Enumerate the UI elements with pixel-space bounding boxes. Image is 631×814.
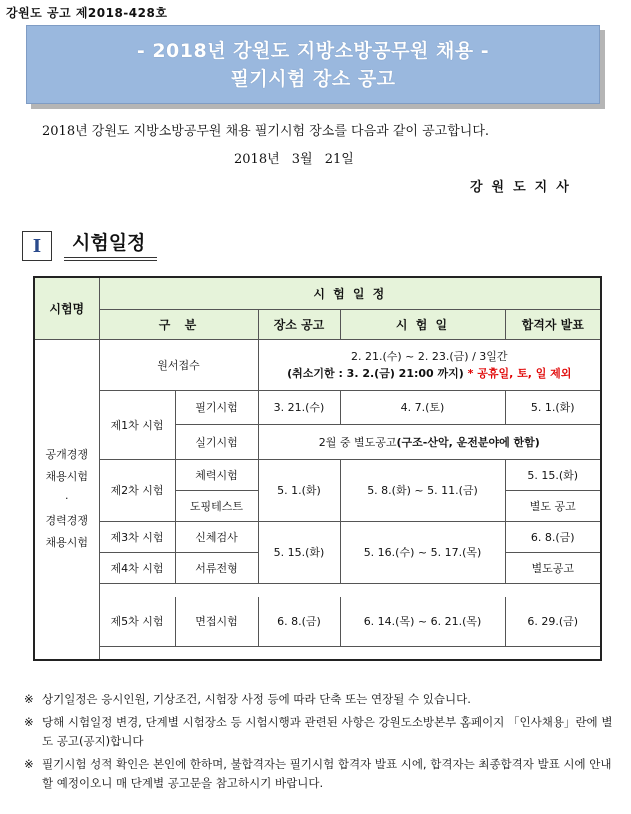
doping-test-name: 도핑테스트 xyxy=(175,490,258,521)
stage34-exam-date: 5. 16.(수) ~ 5. 17.(목) xyxy=(340,521,505,583)
title-line-2: 필기시험 장소 공고 xyxy=(230,67,396,90)
stage4-label: 제4차 시험 xyxy=(99,552,175,583)
interview-name: 면접시험 xyxy=(175,597,258,647)
written-exam-place: 3. 21.(수) xyxy=(258,390,340,424)
interview-place: 6. 8.(금) xyxy=(258,597,340,647)
stage2-place: 5. 1.(화) xyxy=(258,459,340,521)
doping-test-result: 별도 공고 xyxy=(505,490,601,521)
practical-exam-name: 실기시험 xyxy=(175,425,258,459)
exam-schedule-table xyxy=(33,276,602,661)
physical-test-result: 5. 15.(화) xyxy=(505,459,601,490)
application-label: 원서접수 xyxy=(99,339,258,390)
interview-result: 6. 29.(금) xyxy=(505,597,601,647)
header-category: 구 분 xyxy=(99,309,258,339)
header-schedule: 시 험 일 정 xyxy=(99,277,601,309)
document-review-name: 서류전형 xyxy=(175,552,258,583)
written-exam-date: 4. 7.(토) xyxy=(340,390,505,424)
written-exam-result: 5. 1.(화) xyxy=(505,390,601,424)
note-item: ※ 필기시험 성적 확인은 본인에 한하며, 불합격자는 필기시험 합격자 발표 시에, 합격자는 최종합격자 발표 시에 안내할 예정이오니 매 단계별 공고문을 참고하시기 바랍니다. xyxy=(24,757,612,790)
section-title: 시험일정 xyxy=(64,230,157,261)
stage5-label: 제5차 시험 xyxy=(99,597,175,647)
document-review-result: 별도공고 xyxy=(505,552,601,583)
section-heading xyxy=(22,230,157,261)
medical-exam-result: 6. 8.(금) xyxy=(505,521,601,552)
title-line-1: - 2018년 강원도 지방소방공무원 채용 - xyxy=(136,39,490,62)
stage1-label: 제1차 시험 xyxy=(99,390,175,459)
practical-exam-note: 2월 중 별도공고(구조-산악, 운전분야에 한함) xyxy=(258,425,601,459)
note-item: ※ 당해 시험일정 변경, 단계별 시험장소 등 시험시행과 관련된 사항은 강원도소방본부 홈페이지 「인사채용」란에 별도 공고(공지)합니다 xyxy=(24,715,613,748)
document-number: 강원도 공고 제2018-428호 xyxy=(6,6,168,20)
physical-test-name: 체력시험 xyxy=(175,459,258,490)
stage3-label: 제3차 시험 xyxy=(99,521,175,552)
application-period: 2. 21.(수) ~ 2. 23.(금) / 3일간 (취소기한 : 3. 2.(금) 21:00 까지) * 공휴일, 토, 일 제외 xyxy=(258,339,601,390)
announcement-date: 2018년 3월 21일 xyxy=(234,152,354,167)
notes xyxy=(24,690,614,797)
header-exam-name: 시험명 xyxy=(34,277,99,339)
header-exam-date: 시 험 일 xyxy=(340,309,505,339)
section-number: Ⅰ xyxy=(22,231,52,261)
header-place-notice: 장소 공고 xyxy=(258,309,340,339)
header-result: 합격자 발표 xyxy=(505,309,601,339)
stage2-label: 제2차 시험 xyxy=(99,459,175,521)
medical-exam-name: 신체검사 xyxy=(175,521,258,552)
stage2-exam-date: 5. 8.(화) ~ 5. 11.(금) xyxy=(340,459,505,521)
exam-category: 공개경쟁 채용시험 · 경력경쟁 채용시험 xyxy=(34,339,99,660)
intro-text: 2018년 강원도 지방소방공무원 채용 필기시험 장소를 다음과 같이 공고합니다. xyxy=(42,124,490,139)
stage34-place: 5. 15.(화) xyxy=(258,521,340,583)
title-banner xyxy=(26,25,600,104)
note-item: ※ 상기일정은 응시인원, 기상조건, 시험장 사정 등에 따라 단축 또는 연장될 수 있습니다. xyxy=(24,692,471,706)
interview-exam-date: 6. 14.(목) ~ 6. 21.(목) xyxy=(340,597,505,647)
issuer: 강원도지사 xyxy=(470,180,578,195)
written-exam-name: 필기시험 xyxy=(175,390,258,424)
